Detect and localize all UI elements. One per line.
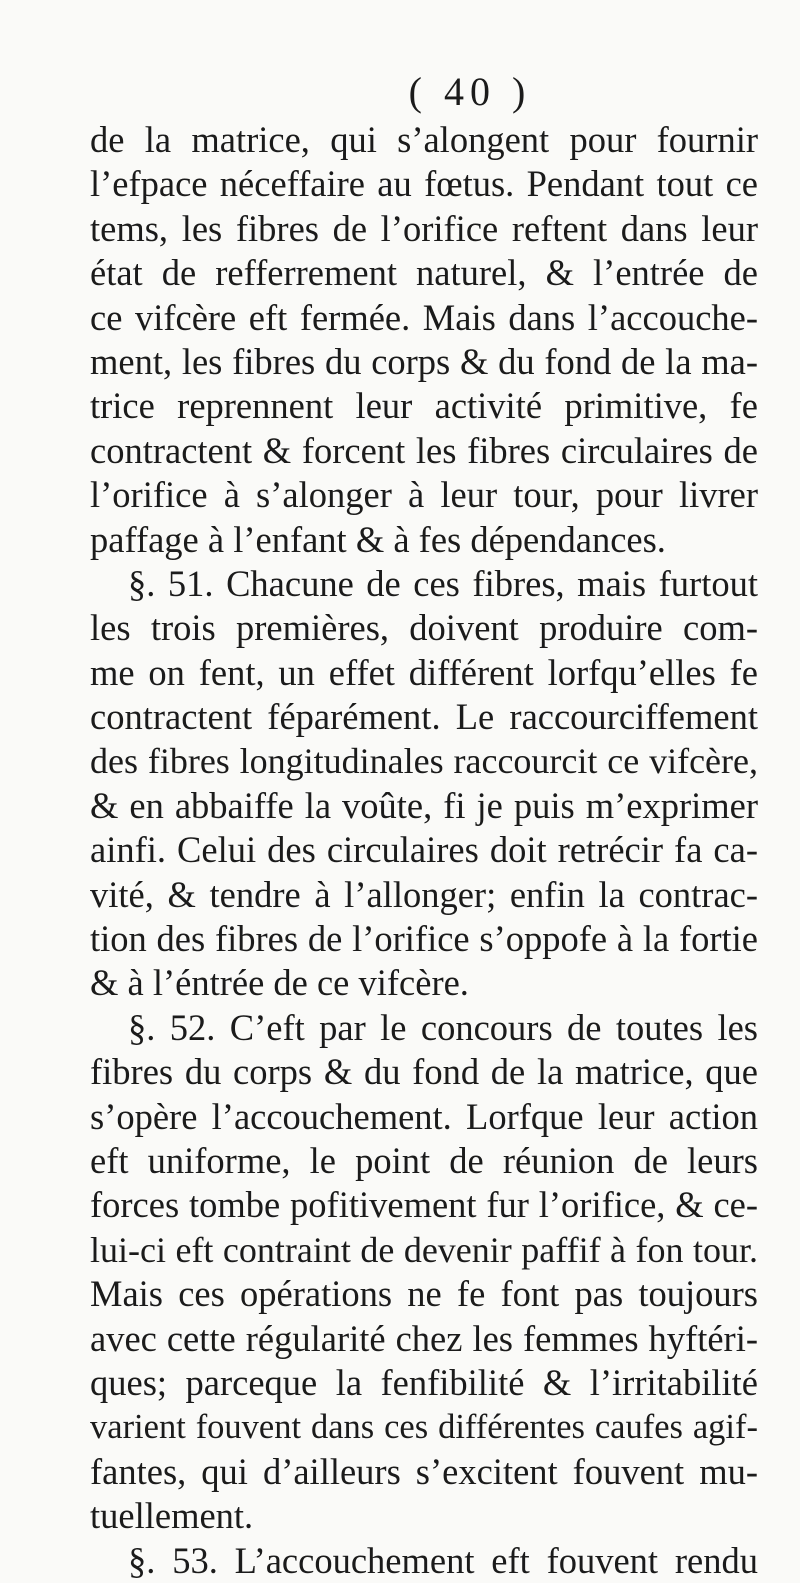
text-line: & à l’éntrée de ce vifcère. bbox=[90, 962, 469, 1004]
text-line: tion des fibres de l’orifice s’oppofe à la fortie bbox=[90, 918, 758, 960]
text-line: me on fent, un effet différent lorfqu’elles fe bbox=[90, 651, 758, 693]
text-line: §. 52. C’eft par le concours de toutes les bbox=[128, 1006, 758, 1048]
text-line: varient fouvent dans ces différentes caufes agif- bbox=[90, 1408, 758, 1447]
text-line: tems, les fibres de l’orifice reftent dans leur bbox=[90, 207, 758, 249]
text-line: vité, & tendre à l’allonger; enfin la contrac- bbox=[90, 873, 758, 915]
text-line: §. 53. L’accouchement eft fouvent rendu bbox=[128, 1539, 758, 1581]
text-line: ment, les fibres du corps & du fond de la ma- bbox=[90, 340, 758, 382]
text-line: Mais ces opérations ne fe font pas toujours bbox=[90, 1273, 758, 1315]
text-line: tuellement. bbox=[90, 1495, 254, 1537]
text-line: ques; parceque la fenfibilité & l’irritabilité bbox=[90, 1361, 758, 1403]
text-line: s’opère l’accouchement. Lorfque leur action bbox=[90, 1095, 758, 1137]
text-line: lui-ci eft contraint de devenir paffif à fon tour. bbox=[90, 1229, 758, 1270]
text-line: contractent & forcent les fibres circulaires de bbox=[90, 429, 758, 471]
text-line: fibres du corps & du fond de la matrice, que bbox=[90, 1051, 758, 1093]
text-line: l’orifice à s’alonger à leur tour, pour livrer bbox=[90, 474, 758, 516]
text-line: & en abbaiffe la voûte, fi je puis m’exprimer bbox=[90, 784, 758, 826]
body-text bbox=[90, 118, 758, 1583]
text-line: ce vifcère eft fermée. Mais dans l’accouche- bbox=[90, 296, 758, 338]
text-line: état de refferrement naturel, & l’entrée de bbox=[90, 252, 758, 294]
text-line: fantes, qui d’ailleurs s’excitent fouvent mu- bbox=[90, 1450, 758, 1492]
text-line: l’efpace néceffaire au fœtus. Pendant tout ce bbox=[90, 163, 758, 205]
text-line: de la matrice, qui s’alongent pour fournir bbox=[90, 119, 758, 160]
text-line: forces tombe pofitivement fur l’orifice, & ce- bbox=[90, 1184, 758, 1226]
text-line: eft uniforme, le point de réunion de leurs bbox=[90, 1139, 758, 1181]
text-line: des fibres longitudinales raccourcit ce vifcère, bbox=[90, 741, 758, 782]
text-line: les trois premières, doivent produire com- bbox=[90, 607, 758, 649]
text-line: avec cette régularité chez les femmes hyftéri- bbox=[90, 1317, 758, 1359]
text-line: contractent féparément. Le raccourciffement bbox=[90, 696, 758, 738]
text-line: paffage à l’enfant & à fes dépendances. bbox=[90, 518, 666, 560]
text-line: §. 51. Chacune de ces fibres, mais furtout bbox=[128, 562, 758, 604]
text-line: ainfi. Celui des circulaires doit retrécir fa ca- bbox=[90, 829, 758, 871]
text-line: trice reprennent leur activité primitive, fe bbox=[90, 385, 758, 427]
page-number: ( 40 ) bbox=[408, 69, 532, 114]
